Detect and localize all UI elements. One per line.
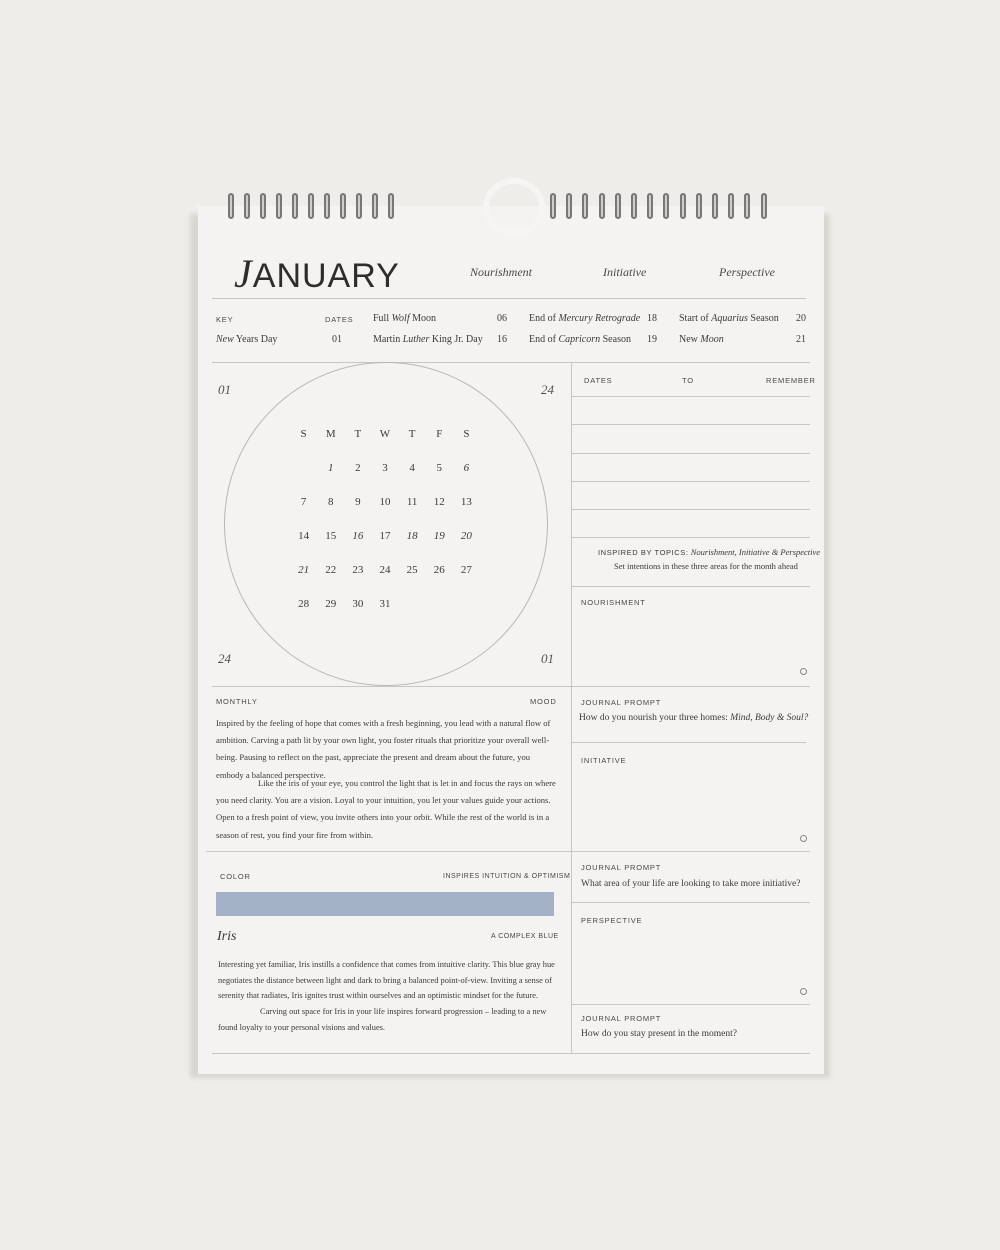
key-event: End of Capricorn Season xyxy=(529,334,631,345)
weekday-label: M xyxy=(325,428,336,440)
remember-label: REMEMBER xyxy=(766,376,816,385)
section-divider xyxy=(572,902,810,903)
day-cell: 23 xyxy=(352,564,364,576)
spiral-coil xyxy=(582,193,588,219)
week-row xyxy=(290,496,480,530)
color-inspires-label: INSPIRES INTUITION & OPTIMISM xyxy=(443,873,571,880)
key-date: 06 xyxy=(497,313,507,324)
bottom-divider xyxy=(212,1053,810,1054)
day-cell: 20 xyxy=(460,530,472,542)
spiral-coil xyxy=(292,193,298,219)
key-label: KEY xyxy=(216,315,234,324)
corner-bottom-left: 24 xyxy=(218,651,231,666)
section-divider xyxy=(572,742,806,743)
day-cell: 16 xyxy=(352,530,364,542)
day-cell: 1 xyxy=(327,462,334,474)
day-cell: 15 xyxy=(325,530,337,542)
inspired-heading: INSPIRED BY TOPICS: Nourishment, Initiative & Perspective xyxy=(598,547,821,557)
mood-paragraph-2: Like the iris of your eye, you control the light that is let in and focus the rays on where you need clarity. You are a vision. Loyal to your intuition, you let your values guide your actions. Open to a fresh point of view, you invite others into your orbit. While the rest of the world is in a season of rest, you find your fire from within. xyxy=(216,778,556,840)
journal-prompt-label: JOURNAL PROMPT xyxy=(581,698,662,707)
header-divider xyxy=(212,298,806,299)
remember-line xyxy=(572,509,810,510)
spiral-coil xyxy=(744,193,750,219)
key-date: 20 xyxy=(796,313,806,324)
key-date: 19 xyxy=(647,334,657,345)
spiral-coil xyxy=(388,193,394,219)
day-cell: 6 xyxy=(463,462,470,474)
day-cell: 19 xyxy=(433,530,445,542)
key-event: Full Wolf Moon xyxy=(373,313,436,324)
spiral-coil xyxy=(696,193,702,219)
week-row xyxy=(290,564,480,598)
key-event: New Years Day xyxy=(216,334,278,345)
day-cell: 8 xyxy=(327,496,334,508)
day-cell: 4 xyxy=(409,462,415,474)
spiral-coil xyxy=(356,193,362,219)
key-event: Martin Luther King Jr. Day xyxy=(373,334,483,345)
day-cell: 31 xyxy=(379,598,391,610)
day-cell: 3 xyxy=(382,462,388,474)
remember-line xyxy=(572,537,810,538)
mood-label: MOOD xyxy=(530,697,557,706)
weekday-label: F xyxy=(436,428,443,440)
spiral-coil xyxy=(276,193,282,219)
spiral-coil xyxy=(647,193,653,219)
journal-prompt-2: What area of your life are looking to take more initiative? xyxy=(581,879,801,889)
journal-prompt-3: How do you stay present in the moment? xyxy=(581,1029,737,1039)
color-descriptor: A COMPLEX BLUE xyxy=(491,933,559,940)
day-cell: 27 xyxy=(460,564,472,576)
weekday-label: S xyxy=(463,428,470,440)
day-cell: 11 xyxy=(406,496,418,508)
remember-line xyxy=(572,396,810,397)
spiral-coil xyxy=(663,193,669,219)
key-date: 16 xyxy=(497,334,507,345)
key-event: End of Mercury Retrograde xyxy=(529,313,641,324)
weekday-row xyxy=(290,428,480,462)
day-cell: 12 xyxy=(433,496,445,508)
hanger-loop xyxy=(483,178,545,236)
corner-top-right: 24 xyxy=(541,382,554,397)
key-event: New Moon xyxy=(679,334,724,345)
color-paragraph-2: Carving out space for Iris in your life inspires forward progression – leading to a new found loyalty to your personal visions and values. xyxy=(218,1007,547,1032)
spiral-coil xyxy=(308,193,314,219)
nourishment-label: NOURISHMENT xyxy=(581,598,646,607)
initiative-label: INITIATIVE xyxy=(581,756,627,765)
section-divider xyxy=(572,1004,810,1005)
day-cell: 17 xyxy=(379,530,391,542)
week-row xyxy=(290,530,480,564)
key-divider xyxy=(212,362,810,363)
day-cell: 26 xyxy=(433,564,445,576)
color-paragraph-1: Interesting yet familiar, Iris instills a confidence that comes from intuitive clarity. This blue gray hue negotiates the distance between light and dark to bring a balanced point-of-view. Inviting a sense of serenity that radiates, Iris ignites trust within ourselves and an optimistic mindset for the future. xyxy=(218,960,555,1001)
corner-bottom-right: 01 xyxy=(541,651,554,666)
remember-line xyxy=(572,424,810,425)
day-cell: 2 xyxy=(355,462,361,474)
spiral-coil xyxy=(550,193,556,219)
day-cell: 5 xyxy=(436,462,443,474)
mood-paragraph-1: Inspired by the feeling of hope that comes with a fresh beginning, you lead with a natural flow of ambition. Carving a path lit by your own light, you foster rituals that prioritize your overall well-being. Pausing to reflect on the past, appreciate the present and dream about the future, you embody a balanced perspective. xyxy=(216,718,551,780)
color-name: Iris xyxy=(217,929,237,944)
month-initial: J xyxy=(234,251,253,296)
day-cell: 14 xyxy=(298,530,310,542)
spiral-coil xyxy=(680,193,686,219)
color-swatch xyxy=(216,892,554,916)
spiral-coil xyxy=(566,193,572,219)
day-cell: 30 xyxy=(352,598,364,610)
calendar-grid xyxy=(290,428,480,632)
key-date: 21 xyxy=(796,334,806,345)
journal-prompt-label: JOURNAL PROMPT xyxy=(581,1014,662,1023)
spiral-coil xyxy=(340,193,346,219)
day-cell: 10 xyxy=(379,496,391,508)
day-cell: 9 xyxy=(355,496,361,508)
day-cell xyxy=(399,598,426,632)
remember-dates-label: DATES xyxy=(584,376,613,385)
spiral-coil xyxy=(615,193,621,219)
journal-prompt-1: How do you nourish your three homes: Mind, Body & Soul? xyxy=(579,713,809,723)
header-topic-nourishment: Nourishment xyxy=(470,265,533,279)
spiral-coil xyxy=(260,193,266,219)
day-cell xyxy=(290,462,317,496)
spiral-coil xyxy=(228,193,234,219)
day-cell: 25 xyxy=(406,564,418,576)
header-topic-perspective: Perspective xyxy=(719,265,775,279)
column-divider xyxy=(571,362,572,1054)
key-date: 18 xyxy=(647,313,657,324)
day-cell: 21 xyxy=(298,564,310,576)
day-cell: 18 xyxy=(406,530,418,542)
spiral-coil xyxy=(631,193,637,219)
week-row xyxy=(290,598,480,632)
spiral-coil xyxy=(728,193,734,219)
spiral-coil xyxy=(244,193,250,219)
lower-divider xyxy=(206,851,810,852)
week-row xyxy=(290,462,480,496)
day-cell: 7 xyxy=(300,496,307,508)
circle-marker xyxy=(800,835,807,842)
inspired-subtitle: Set intentions in these three areas for the month ahead xyxy=(614,561,798,571)
monthly-label: MONTHLY xyxy=(216,697,258,706)
remember-line xyxy=(572,453,810,454)
journal-prompt-label: JOURNAL PROMPT xyxy=(581,863,662,872)
corner-top-left: 01 xyxy=(218,382,231,397)
spiral-coil xyxy=(761,193,767,219)
day-cell: 29 xyxy=(325,598,337,610)
header-topic-initiative: Initiative xyxy=(603,265,647,279)
weekday-label: S xyxy=(300,428,307,440)
day-cell: 24 xyxy=(379,564,391,576)
circle-marker xyxy=(800,668,807,675)
perspective-label: PERSPECTIVE xyxy=(581,916,643,925)
key-date: 01 xyxy=(332,334,342,345)
section-divider xyxy=(572,586,810,587)
circle-marker xyxy=(800,988,807,995)
weekday-label: T xyxy=(354,428,362,440)
remember-line xyxy=(572,481,810,482)
remember-to-label: TO xyxy=(682,376,694,385)
day-cell: 28 xyxy=(298,598,310,610)
key-event: Start of Aquarius Season xyxy=(679,313,779,324)
day-cell xyxy=(453,598,480,632)
month-rest: ANUARY xyxy=(252,257,400,295)
weekday-label: T xyxy=(408,428,416,440)
dates-label: DATES xyxy=(325,315,354,324)
day-cell: 22 xyxy=(325,564,337,576)
spiral-coil xyxy=(372,193,378,219)
spiral-coil xyxy=(599,193,605,219)
spiral-coil xyxy=(324,193,330,219)
weekday-label: W xyxy=(379,428,391,440)
day-cell: 13 xyxy=(460,496,472,508)
month-title xyxy=(234,250,400,297)
mid-divider xyxy=(212,686,810,687)
day-cell xyxy=(426,598,453,632)
spiral-coil xyxy=(712,193,718,219)
color-label: COLOR xyxy=(220,872,251,881)
